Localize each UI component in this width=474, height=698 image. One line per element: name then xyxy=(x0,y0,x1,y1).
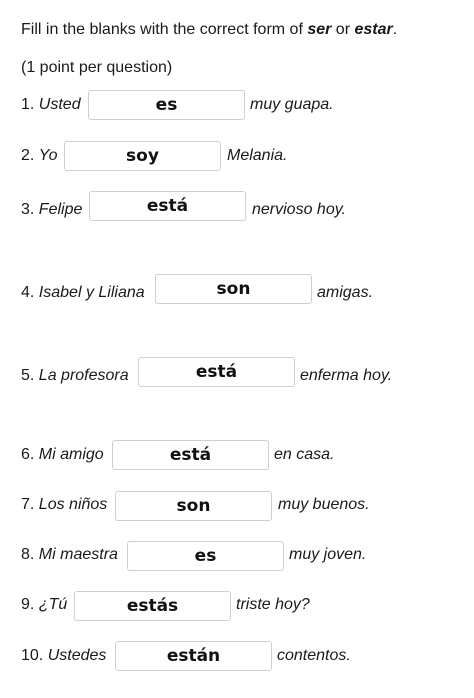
instructions-prefix: Fill in the blanks with the correct form of xyxy=(21,21,308,38)
question-number: 6. xyxy=(21,446,35,463)
question-10 xyxy=(21,641,106,671)
instructions xyxy=(21,21,397,39)
question-number: 5. xyxy=(21,367,35,384)
instructions-suffix: . xyxy=(392,21,398,38)
question-6 xyxy=(21,440,104,470)
question-number: 3. xyxy=(21,201,35,218)
question-3 xyxy=(21,195,82,225)
question-lead: Usted xyxy=(38,96,81,113)
question-lead: Yo xyxy=(38,147,58,164)
question-number: 2. xyxy=(21,147,35,164)
question-7 xyxy=(21,490,107,520)
question-number: 9. xyxy=(21,596,35,613)
answer-input-4[interactable]: son xyxy=(155,274,312,304)
question-tail: muy guapa. xyxy=(250,96,334,113)
answer-input-1[interactable]: es xyxy=(88,90,245,120)
question-lead: Isabel y Liliana xyxy=(38,284,145,301)
answer-input-2[interactable]: soy xyxy=(64,141,221,171)
question-tail: Melania. xyxy=(227,147,288,164)
question-2 xyxy=(21,141,57,171)
points-note: (1 point per question) xyxy=(21,59,173,76)
instructions-word-estar: estar xyxy=(354,21,393,38)
question-lead: Mi maestra xyxy=(38,546,118,563)
question-lead: La profesora xyxy=(38,367,129,384)
instructions-middle: or xyxy=(331,21,355,38)
answer-input-5[interactable]: está xyxy=(138,357,295,387)
question-number: 8. xyxy=(21,546,35,563)
answer-input-9[interactable]: estás xyxy=(74,591,231,621)
question-lead: Los niños xyxy=(38,496,108,513)
question-lead: ¿Tú xyxy=(38,596,68,613)
answer-input-8[interactable]: es xyxy=(127,541,284,571)
question-tail: triste hoy? xyxy=(236,596,310,613)
answer-input-10[interactable]: están xyxy=(115,641,272,671)
question-lead: Felipe xyxy=(38,201,83,218)
answer-input-6[interactable]: está xyxy=(112,440,269,470)
question-tail: en casa. xyxy=(274,446,335,463)
question-4 xyxy=(21,278,145,308)
answer-input-7[interactable]: son xyxy=(115,491,272,521)
question-number: 4. xyxy=(21,284,35,301)
question-number: 10. xyxy=(21,647,44,664)
question-lead: Ustedes xyxy=(47,647,107,664)
question-tail: amigas. xyxy=(317,284,374,301)
question-9 xyxy=(21,590,67,620)
question-tail: muy joven. xyxy=(289,546,367,563)
instructions-word-ser: ser xyxy=(307,21,332,38)
question-tail: muy buenos. xyxy=(278,496,370,513)
answer-input-3[interactable]: está xyxy=(89,191,246,221)
question-1 xyxy=(21,90,81,120)
question-tail: enferma hoy. xyxy=(300,367,393,384)
question-tail: nervioso hoy. xyxy=(252,201,346,218)
question-5 xyxy=(21,361,129,391)
question-tail: contentos. xyxy=(277,647,351,664)
question-8 xyxy=(21,540,118,570)
question-number: 1. xyxy=(21,96,35,113)
question-number: 7. xyxy=(21,496,35,513)
question-lead: Mi amigo xyxy=(38,446,104,463)
